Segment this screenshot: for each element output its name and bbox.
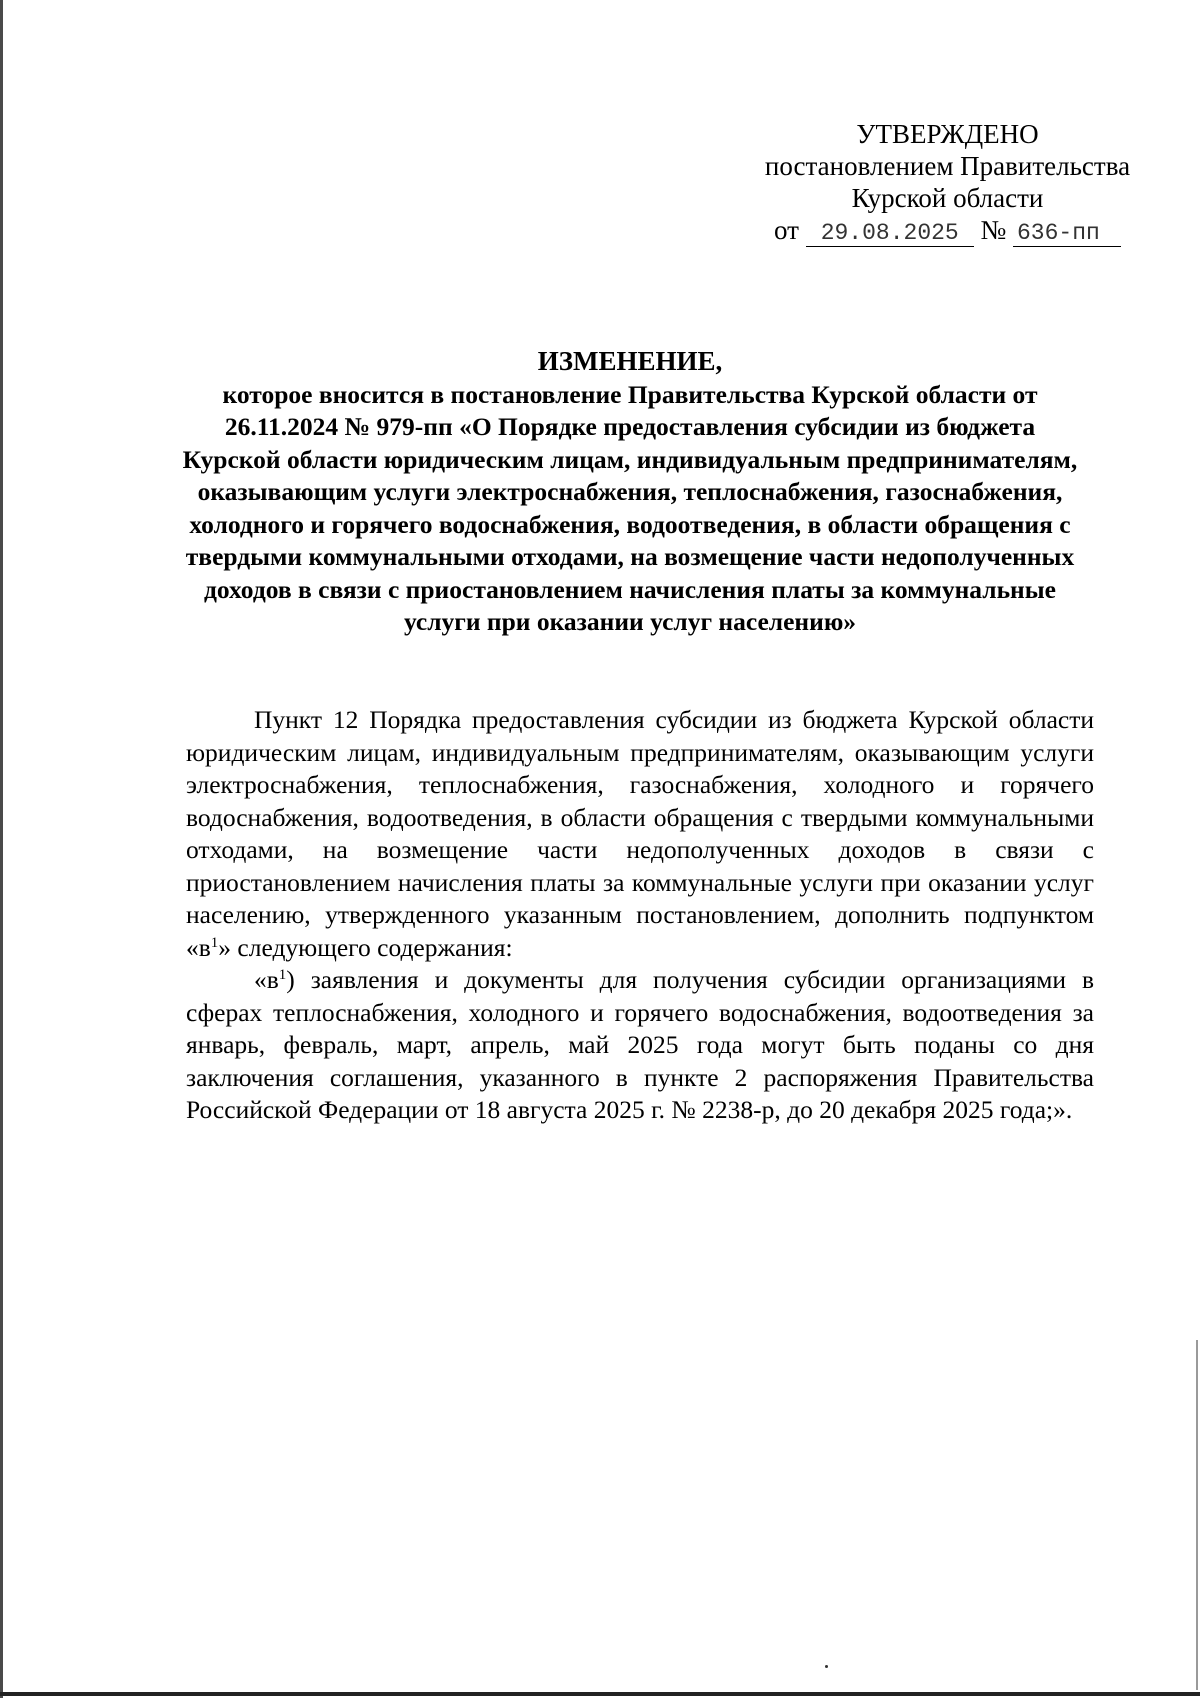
- approval-date-line: [670, 214, 1200, 247]
- body-paragraph-1: [186, 704, 1094, 964]
- heading-title: ИЗМЕНЕНИЕ,: [537, 346, 723, 376]
- number-sign: №: [980, 215, 1007, 245]
- approval-number: 636-пп: [1013, 220, 1121, 247]
- approved-word: УТВЕРЖДЕНО: [856, 119, 1039, 149]
- scan-left-edge: [0, 0, 3, 1698]
- paragraph-1-text: Пункт 12 Порядка предоставления субсидии из бюджета Курской области юридическим лицам, индивидуальным предпринимателям, оказывающим услуги электроснабжения, теплоснабжения, газоснабжения, холодного и горячего водоснабжения, водоотведения, в области обращения с твердыми коммунальными отходами, на возмещение части недополученных доходов в связи с приостановлением начисления платы за коммунальные услуги при оказании услуг населению, утвержденного указанным постановлением, дополнить подпунктом «в: [186, 705, 1094, 962]
- paragraph-1-tail: » следующего содержания:: [218, 932, 513, 962]
- approval-date: 29.08.2025: [806, 220, 974, 247]
- scan-right-edge: [1196, 1340, 1198, 1690]
- paragraph-2-text: ) заявления и документы для получения субсидии организациями в сферах теплоснабжения, холодного и горячего водоснабжения, водоотведения за январь, февраль, март, апрель, май 2025 года могут быть поданы со дня заключения соглашения, указанного в пункте 2 распоряжения Правительства Российской Федерации от 18 августа 2025 г. № 2238-р, до 20 декабря 2025 года;».: [186, 965, 1094, 1124]
- date-prefix: от: [774, 215, 799, 245]
- heading-subtitle: которое вносится в постановление Правительства Курской области от 26.11.2024 № 979-пп «О Порядке предоставления субсидии из бюджета Курской области юридическим лицам, индивидуальным предпринимателям, оказывающим услуги электроснабжения, теплоснабжения, газоснабжения, холодного и горячего водоснабжения, водоотведения, в области обращения с твердыми коммунальными отходами, на возмещение части недополученных доходов в связи с приостановлением начисления платы за коммунальные услуги при оказании услуг населению»: [182, 379, 1078, 636]
- superscript-2: 1: [278, 967, 287, 983]
- approval-line-1: постановлением Правительства: [764, 151, 1131, 181]
- scan-bottom-edge: [0, 1692, 1200, 1696]
- superscript-1: 1: [210, 934, 219, 951]
- approval-stamp-block: [670, 118, 1200, 247]
- scan-speck: [825, 1665, 828, 1668]
- paragraph-2-lead: «в: [254, 965, 279, 994]
- document-heading: [180, 345, 1080, 639]
- approval-line-2: Курской области: [851, 183, 1044, 213]
- body-paragraph-2: [186, 964, 1094, 1127]
- document-body: [186, 704, 1094, 1127]
